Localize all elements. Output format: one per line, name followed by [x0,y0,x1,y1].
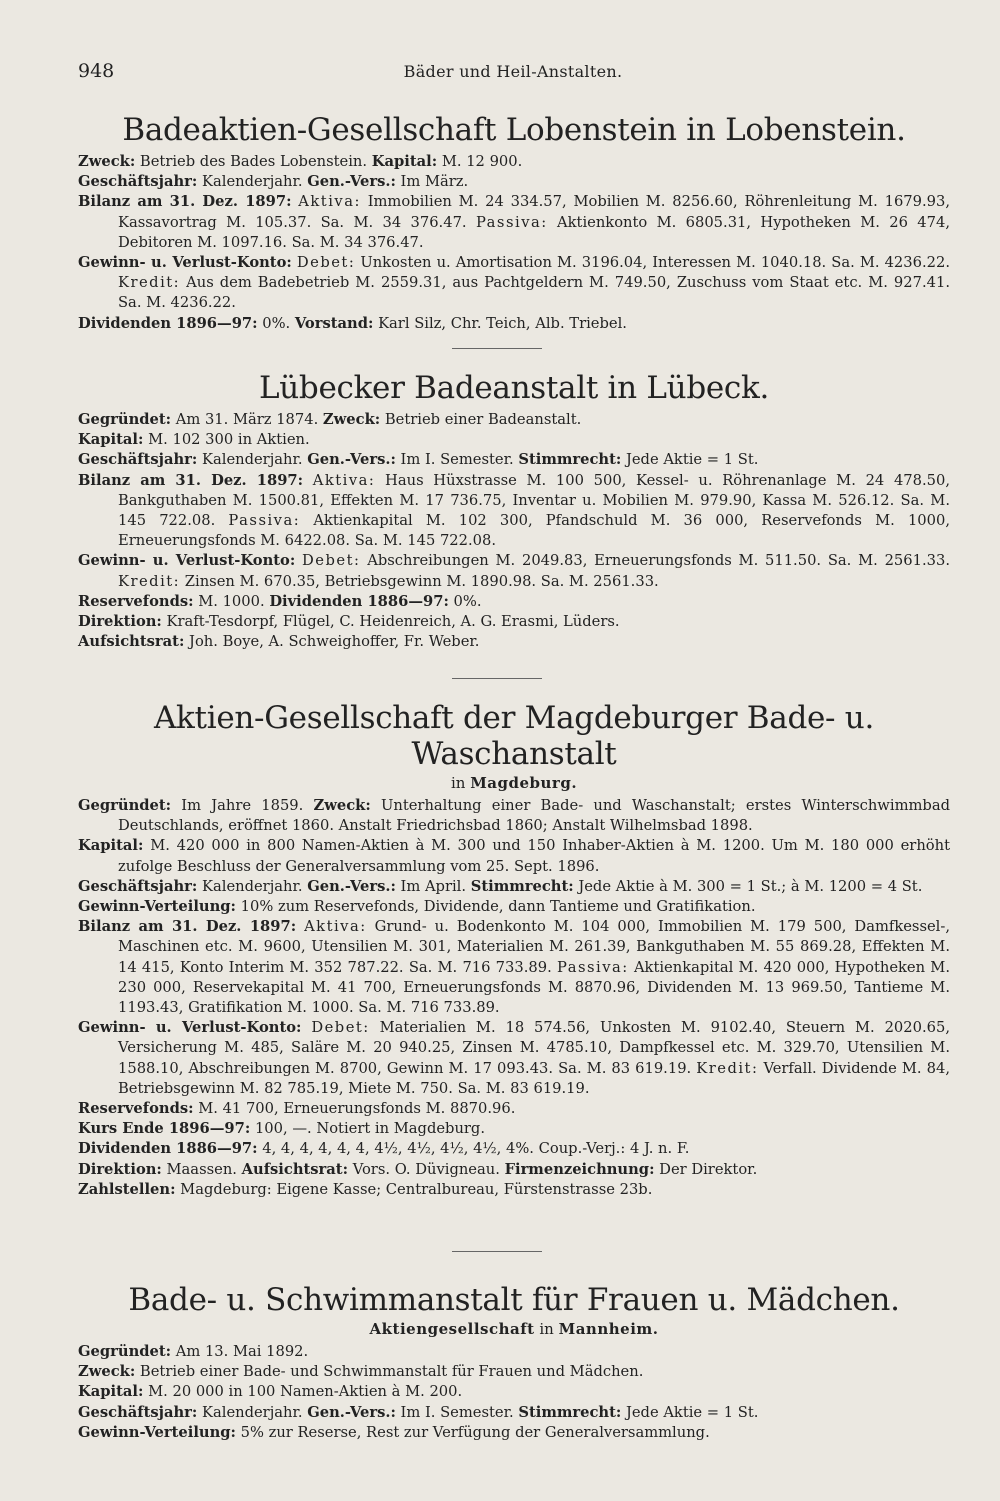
gewinnverteilung-paragraph: Gewinn-Verteilung: 5% zur Reserse, Rest zur Verfügung der Generalversammlung. [78,1423,710,1441]
zahlstellen-paragraph: Zahlstellen: Magdeburg: Eigene Kasse; Centralbureau, Fürstenstrasse 23b. [78,1180,653,1198]
aufsichtsrat-paragraph: Aufsichtsrat: Joh. Boye, A. Schweighoffer, Fr. Weber. [78,633,480,651]
entry-title: Badeaktien-Gesellschaft Lobenstein in Lobenstein. [122,112,906,148]
geschaeftsjahr-paragraph: Geschäftsjahr: Kalenderjahr. Gen.-Vers.: Im I. Semester. Stimmrecht: Jede Aktie = 1 St. [78,451,759,469]
geschaeftsjahr-paragraph: Geschäftsjahr: Kalenderjahr. Gen.-Vers.: Im April. Stimmrecht: Jede Aktie à M. 300 = 1 St.; à M. 1200 = 4 St. [78,877,923,895]
bilanz-paragraph: Bilanz am 31. Dez. 1897: Aktiva: Haus Hüxstrasse M. 100 500, Kessel- u. Röhrenanlage M. 24 478.50, Bankguthaben M. 1500.81, Effekten M. 17 736.75, Inventar u. Mobilien M. 979.90, Kassa M. 526.12. Sa. M. 145 722.08. Passiva: Aktienkapital M. 102 300, Pfandschuld M. 36 000, Reservefonds M. 1000, Erneuerungsfonds M. 6422.08. Sa. M. 145 722.08. [78,471,951,550]
entry-body [78,410,950,652]
geschaeftsjahr-paragraph: Geschäftsjahr: Kalenderjahr. Gen.-Vers.: Im März. [78,173,469,191]
bilanz-paragraph: Bilanz am 31. Dez. 1897: Aktiva: Grund- u. Bodenkonto M. 104 000, Immobilien M. 179 500, Damfkessel-, Maschinen etc. M. 9600, Utensilien M. 301, Materialien M. 261.39, Bankguthaben M. 55 869.28, Effekten M. 14 415, Konto Interim M. 352 787.22. Sa. M. 716 733.89. Passiva: Aktienkapital M. 420 000, Hypotheken M. 230 000, Reservekapital M. 41 700, Erneuerungsfonds M. 8870.96, Dividenden M. 13 969.50, Tantieme M. 1193.43, Gratifikation M. 1000. Sa. M. 716 733.89. [78,918,951,1017]
direktion-paragraph: Direktion: Kraft-Tesdorpf, Flügel, C. Heidenreich, A. G. Erasmi, Lüders. [78,613,620,631]
gegruendet-paragraph: Gegründet: Am 13. Mai 1892. [78,1343,309,1360]
entry-title: Lübecker Badeanstalt in Lübeck. [258,370,770,406]
entry-subtitle: in Magdeburg. [450,774,578,792]
entry-magdeburg [78,700,950,1200]
reservefonds-paragraph: Reservefonds: M. 1000. Dividenden 1886—97: 0%. [78,592,482,610]
direktion-paragraph: Direktion: Maassen. Aufsichtsrat: Vors. O. Düvigneau. Firmenzeichnung: Der Direktor. [78,1160,758,1178]
entry-title: Bade- u. Schwimmanstalt für Frauen u. Mädchen. [128,1282,900,1318]
gegruendet-paragraph: Gegründet: Am 31. März 1874. Zweck: Betrieb einer Badeanstalt. [78,411,582,428]
section-divider [452,678,542,679]
kapital-paragraph: Kapital: M. 102 300 in Aktien. [78,431,310,449]
gegruendet-paragraph: Gegründet: Im Jahre 1859. Zweck: Unterhaltung einer Bade- und Waschanstalt; erstes Winterschwimmbad Deutschlands, eröffnet 1860. Anstalt Friedrichsbad 1860; Anstalt Wilhelmsbad 1898. [78,797,950,835]
geschaeftsjahr-paragraph: Geschäftsjahr: Kalenderjahr. Gen.-Vers.: Im I. Semester. Stimmrecht: Jede Aktie = 1 St. [78,1403,759,1421]
guv-paragraph: Gewinn- u. Verlust-Konto: Debet: Unkosten u. Amortisation M. 3196.04, Interessen M. 1040.18. Sa. M. 4236.22. Kredit: Aus dem Badebetrieb M. 2559.31, aus Pachtgeldern M. 749.50, Zuschuss vom Staat etc. M. 927.41. Sa. M. 4236.22. [78,254,950,312]
kapital-paragraph: Kapital: M. 420 000 in 800 Namen-Aktien à M. 300 und 150 Inhaber-Aktien à M. 1200. Um M. 180 000 erhöht zufolge Beschluss der Generalversammlung vom 25. Sept. 1896. [78,837,950,875]
gewinnverteilung-paragraph: Gewinn-Verteilung: 10% zum Reservefonds, Dividende, dann Tantieme und Gratifikation. [78,898,756,916]
dividenden-paragraph: Dividenden 1886—97: 4, 4, 4, 4, 4, 4, 4½, 4½, 4½, 4½, 4%. Coup.-Verj.: 4 J. n. F. [78,1140,690,1158]
entry-body [78,152,950,334]
page-number: 948 [78,60,115,82]
entry-lobenstein [78,112,950,334]
section-divider [452,1251,542,1252]
running-header [78,60,948,84]
entry-body [78,796,950,1200]
dividenden-paragraph: Dividenden 1896—97: 0%. Vorstand: Karl Silz, Chr. Teich, Alb. Triebel. [78,314,627,332]
section-divider [452,348,542,349]
entry-subtitle: Aktiengesellschaft in Mannheim. [369,1320,659,1338]
guv-paragraph: Gewinn- u. Verlust-Konto: Debet: Abschreibungen M. 2049.83, Erneuerungsfonds M. 511.50. Sa. M. 2561.33. Kredit: Zinsen M. 670.35, Betriebsgewinn M. 1890.98. Sa. M. 2561.33. [78,552,950,590]
entry-title: Aktien-Gesellschaft der Magdeburger Bade- u. Waschanstalt [153,700,875,772]
kapital-paragraph: Kapital: M. 20 000 in 100 Namen-Aktien à M. 200. [78,1383,463,1401]
bilanz-paragraph: Bilanz am 31. Dez. 1897: Aktiva: Immobilien M. 24 334.57, Mobilien M. 8256.60, Röhrenleitung M. 1679.93, Kassavortrag M. 105.37. Sa. M. 34 376.47. Passiva: Aktienkonto M. 6805.31, Hypotheken M. 26 474, Debitoren M. 1097.16. Sa. M. 34 376.47. [78,193,951,251]
entry-luebeck [78,370,950,652]
zweck-paragraph: Zweck: Betrieb des Bades Lobenstein. Kapital: M. 12 900. [78,153,523,170]
entry-body [78,1342,950,1443]
guv-paragraph: Gewinn- u. Verlust-Konto: Debet: Materialien M. 18 574.56, Unkosten M. 9102.40, Steuern M. 2020.65, Versicherung M. 485, Saläre M. 20 940.25, Zinsen M. 4785.10, Dampfkessel etc. M. 329.70, Utensilien M. 1588.10, Abschreibungen M. 8700, Gewinn M. 17 093.43. Sa. M. 83 619.19. Kredit: Verfall. Dividende M. 84, Betriebsgewinn M. 82 785.19, Miete M. 750. Sa. M. 83 619.19. [78,1019,951,1097]
zweck-paragraph: Zweck: Betrieb einer Bade- und Schwimmanstalt für Frauen und Mädchen. [78,1363,644,1381]
reservefonds-paragraph: Reservefonds: M. 41 700, Erneuerungsfonds M. 8870.96. [78,1100,516,1118]
entry-mannheim [78,1282,950,1443]
kurs-paragraph: Kurs Ende 1896—97: 100, —. Notiert in Magdeburg. [78,1120,485,1138]
running-title: Bäder und Heil-Anstalten. [403,62,623,81]
